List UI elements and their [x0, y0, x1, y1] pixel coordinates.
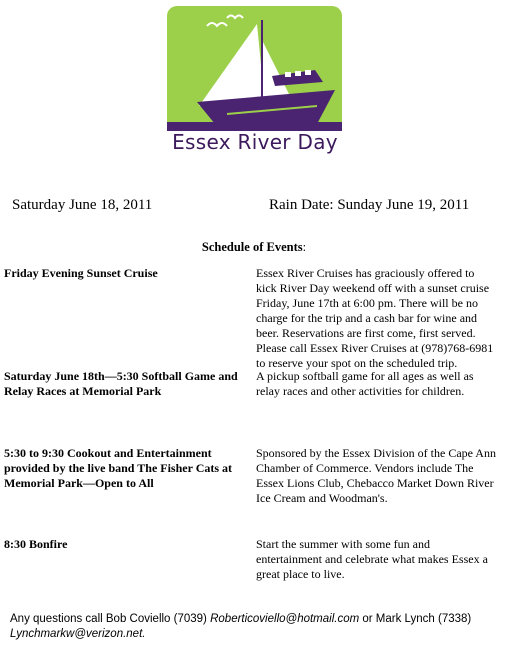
email-link-mark[interactable]: Lynchmarkw@verizon.net.: [10, 628, 146, 640]
event-title-cookout: 5:30 to 9:30 Cookout and Entertainment provided by the live band The Fisher Cats at Memorial Park—Open to All: [4, 446, 233, 490]
schedule-heading-label: Schedule of Events: [201, 240, 303, 254]
event-desc-cruise: Essex River Cruises has graciously offered to kick River Day weekend off with a sunset cruise Friday, June 17th at 6:00 pm. There will be no charge for the trip and a cash bar for wine and beer. Reservations are first come, first served. Please call Essex River Cruises at (978)768-6981 to reserve your spot on the scheduled trip.: [256, 266, 494, 370]
footer-text-mid: or Mark Lynch (7338): [359, 613, 472, 625]
event-title-softball: Saturday June 18th—5:30 Softball Game and Relay Races at Memorial Park: [4, 369, 238, 398]
logo-title: Essex River Day: [172, 130, 338, 154]
footer-text-start: Any questions call Bob Coviello (7039): [10, 613, 211, 625]
event-desc-bonfire: Start the summer with some fun and entertainment and celebrate what makes Essex a great place to live.: [256, 537, 488, 581]
event-title-cruise: Friday Evening Sunset Cruise: [4, 266, 158, 280]
schedule-heading-colon: :: [302, 240, 307, 254]
email-link-bob[interactable]: Roberticoviello@hotmail.com: [210, 613, 360, 625]
event-date: Saturday June 18, 2011: [12, 197, 153, 213]
schedule-heading: [0, 240, 508, 255]
contact-footer: [10, 612, 500, 642]
event-title-bonfire: 8:30 Bonfire: [4, 537, 68, 551]
event-desc-cookout: Sponsored by the Essex Division of the Cape Ann Chamber of Commerce. Vendors include The Essex Lions Club, Chebacco Market Down River Ice Cream and Woodman's.: [256, 446, 496, 505]
essex-river-day-logo: [167, 6, 342, 131]
rain-date: Rain Date: Sunday June 19, 2011: [269, 197, 470, 213]
event-desc-softball: A pickup softball game for all ages as well as relay races and other activities for children.: [256, 369, 474, 398]
